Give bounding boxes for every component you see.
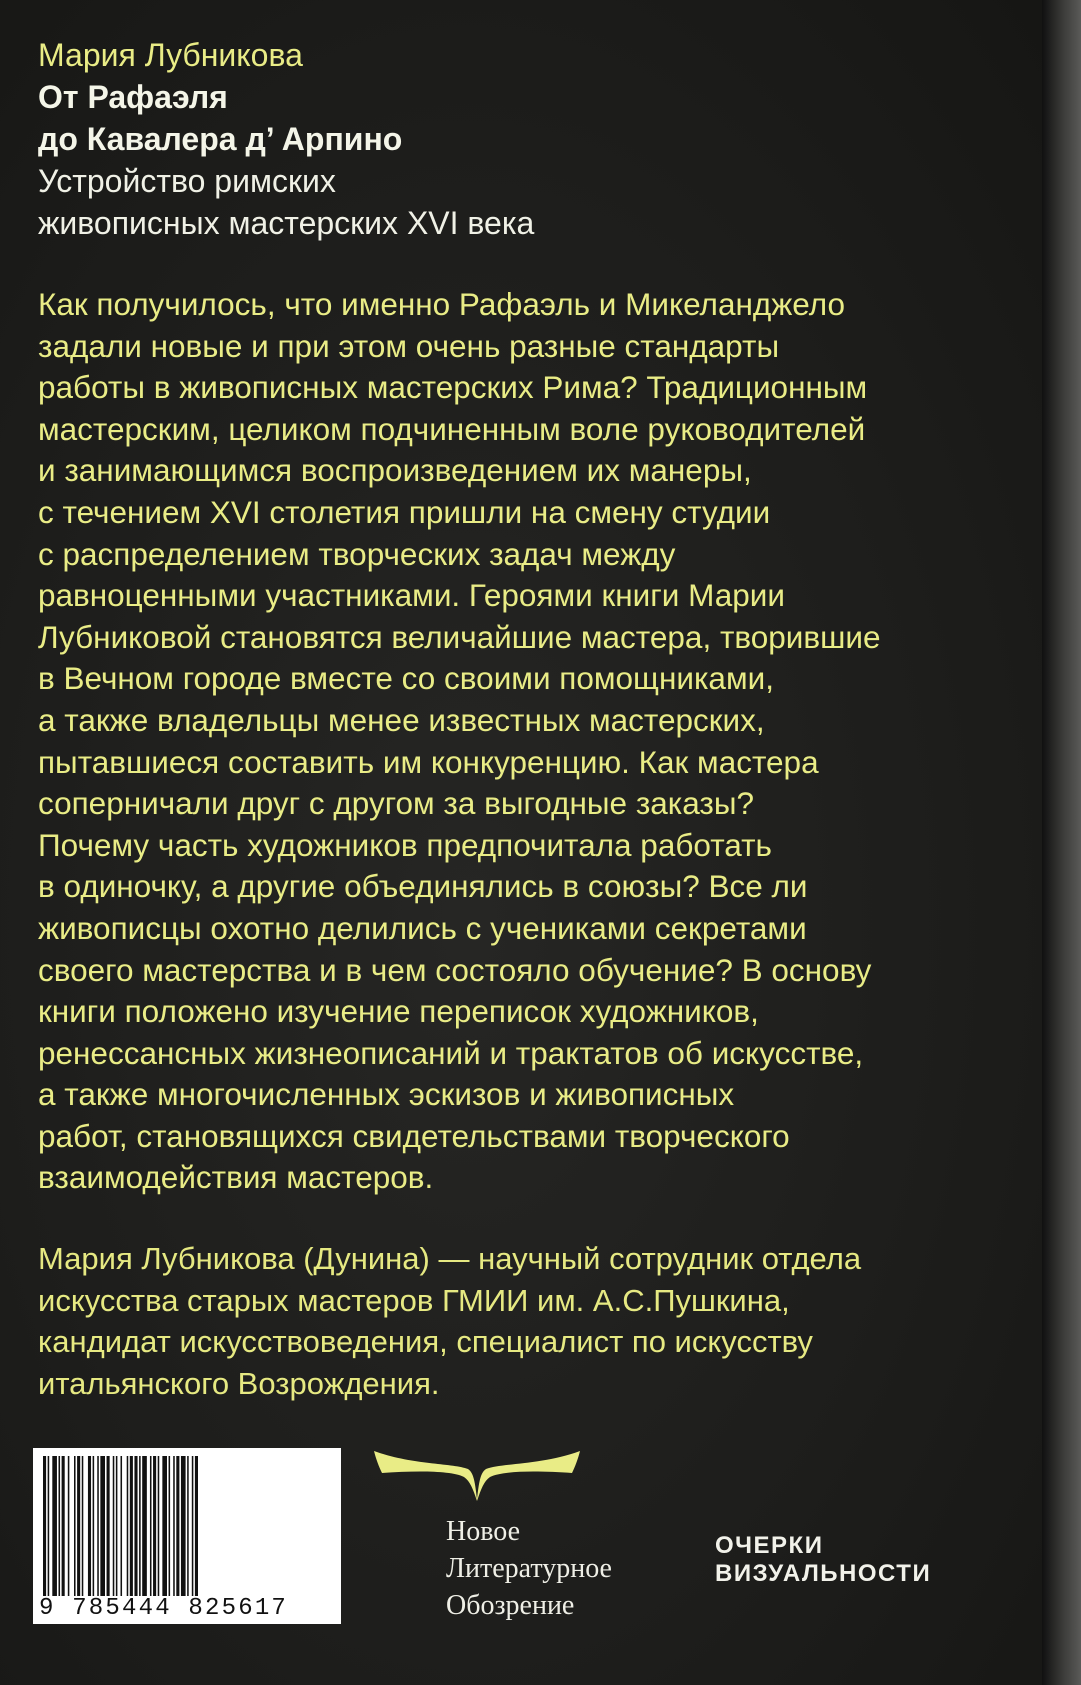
book-title — [38, 76, 402, 160]
barcode-bar — [74, 1456, 76, 1596]
description-line: работ, становящихся свидетельствами творческого — [38, 1117, 790, 1154]
barcode-bars — [33, 1448, 341, 1598]
isbn-barcode — [33, 1448, 341, 1624]
description-line: и занимающимся воспроизведением их манеры, — [38, 452, 752, 489]
barcode-bar — [88, 1456, 91, 1596]
description-line: взаимодействия мастеров. — [38, 1159, 434, 1196]
description-line: соперничали друг с другом за выгодные заказы? — [38, 785, 755, 822]
subtitle-line: живописных мастерских XVI века — [38, 205, 535, 241]
barcode-bar — [59, 1456, 61, 1596]
description-line: с течением XVI столетия пришли на смену студии — [38, 493, 771, 530]
description-line: в одиночку, а другие объединялись в союзы? Все ли — [38, 868, 808, 905]
barcode-bar — [43, 1456, 46, 1596]
description-line: книги положено изучение переписок художников, — [38, 993, 759, 1030]
barcode-bar — [150, 1456, 152, 1596]
description-line: а также многочисленных эскизов и живописных — [38, 1076, 735, 1113]
barcode-bar — [130, 1456, 133, 1596]
bracket-mark-icon — [372, 1443, 582, 1508]
publisher-name — [446, 1513, 612, 1624]
barcode-bar — [139, 1456, 141, 1596]
publisher-line: Новое — [446, 1516, 521, 1547]
cover-edge — [1042, 0, 1081, 1685]
description-line: пытавшиеся составить им конкуренцию. Как мастера — [38, 743, 819, 780]
description-line: ренессансных жизнеописаний и трактатов об искусстве, — [38, 1034, 864, 1071]
bio-line: кандидат искусствоведения, специалист по искусству — [38, 1324, 813, 1360]
barcode-bar — [68, 1456, 70, 1596]
barcode-bar — [158, 1456, 160, 1596]
barcode-bar — [97, 1456, 99, 1596]
barcode-bar — [153, 1456, 156, 1596]
description-line: равноценными участниками. Героями книги Марии — [38, 577, 785, 614]
description-line: задали новые и при этом очень разные стандарты — [38, 327, 780, 364]
description-line: мастерским, целиком подчиненным воле руководителей — [38, 410, 866, 447]
barcode-bar — [173, 1456, 175, 1596]
description-line: живописцы охотно делились с учениками секретами — [38, 909, 807, 946]
barcode-digits: 9 785444 825617 — [39, 1595, 289, 1622]
barcode-bar — [134, 1456, 137, 1596]
publisher-line: Обозрение — [446, 1590, 575, 1621]
barcode-bar — [82, 1456, 84, 1596]
barcode-bar — [176, 1456, 179, 1596]
publisher-line: Литературное — [446, 1553, 612, 1584]
description-line: Лубниковой становятся величайшие мастера, творившие — [38, 618, 881, 655]
barcode-bar — [52, 1456, 57, 1596]
description-line: с распределением творческих задач между — [38, 535, 676, 572]
barcode-bar — [62, 1456, 65, 1596]
book-description — [38, 284, 881, 1199]
author-name: Мария Лубникова — [38, 37, 303, 73]
bio-line: искусства старых мастеров ГМИИ им. А.С.Пушкина, — [38, 1282, 790, 1318]
barcode-bar — [100, 1456, 105, 1596]
description-line: Как получилось, что именно Рафаэль и Микеланджело — [38, 286, 846, 322]
description-line: в Вечном городе вместе со своими помощниками, — [38, 660, 774, 697]
bio-line: итальянского Возрождения. — [38, 1365, 440, 1401]
barcode-bar — [142, 1456, 147, 1596]
barcode-bar — [116, 1456, 118, 1596]
barcode-bar — [195, 1456, 198, 1596]
barcode-bar — [77, 1456, 80, 1596]
barcode-bar — [169, 1456, 171, 1596]
barcode-bar — [192, 1456, 194, 1596]
barcode-bar — [121, 1456, 123, 1596]
barcode-bar — [93, 1456, 95, 1596]
bio-line: Мария Лубникова (Дунина) — научный сотрудник отдела — [38, 1241, 862, 1276]
barcode-bar — [162, 1456, 167, 1596]
subtitle-line: Устройство римских — [38, 163, 336, 199]
description-line: Почему часть художников предпочитала работать — [38, 826, 772, 863]
barcode-bar — [181, 1456, 186, 1596]
author-bio — [38, 1238, 861, 1404]
barcode-bar — [113, 1456, 115, 1596]
description-line: работы в живописных мастерских Рима? Традиционным — [38, 369, 868, 406]
title-line: до Кавалера д’ Арпино — [38, 121, 403, 157]
series-line: ОЧЕРКИ — [715, 1532, 824, 1559]
barcode-bar — [48, 1456, 50, 1596]
barcode-bar — [187, 1456, 189, 1596]
barcode-bar — [127, 1456, 129, 1596]
description-line: а также владельцы менее известных мастерских, — [38, 701, 765, 738]
series-name — [715, 1532, 931, 1588]
barcode-bar — [107, 1456, 110, 1596]
title-line: От Рафаэля — [38, 79, 228, 115]
book-subtitle — [38, 160, 534, 244]
description-line: своего мастерства и в чем состояло обучение? В основу — [38, 951, 872, 988]
series-line: ВИЗУАЛЬНОСТИ — [715, 1560, 932, 1587]
